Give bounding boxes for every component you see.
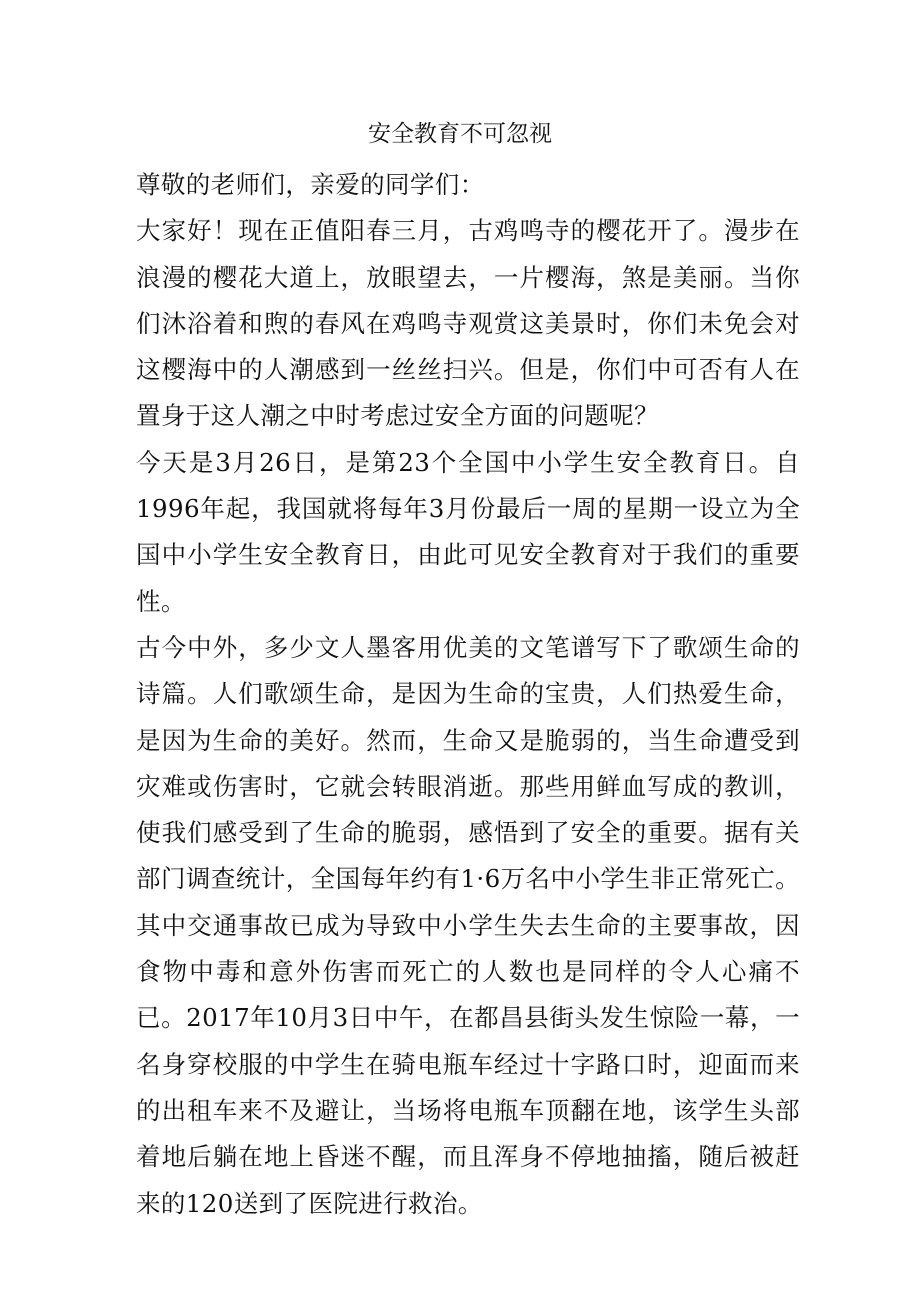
document-title: 安全教育不可忽视 xyxy=(368,121,552,147)
salutation: 尊敬的老师们，亲爱的同学们： xyxy=(136,170,485,199)
document-body xyxy=(136,162,800,1227)
paragraph-2: 今天是3月26日，是第23个全国中小学生安全教育日。自1996年起，我国就将每年3月份最后一周的星期一设立为全国中小学生安全教育日，由此可见安全教育对于我们的重要性。 xyxy=(136,447,800,616)
paragraph-1: 大家好！现在正值阳春三月，古鸡鸣寺的樱花开了。漫步在浪漫的樱花大道上，放眼望去，一片樱海，煞是美丽。当你们沐浴着和煦的春风在鸡鸣寺观赏这美景时，你们未免会对这樱海中的人潮感到一丝丝扫兴。但是，你们中可否有人在置身于这人潮之中时考虑过安全方面的问题呢？ xyxy=(136,216,800,431)
paragraph-3: 古今中外，多少文人墨客用优美的文笔谱写下了歌颂生命的诗篇。人们歌颂生命，是因为生命的宝贵，人们热爱生命，是因为生命的美好。然而，生命又是脆弱的，当生命遭受到灾难或伤害时，它就会转眼消逝。那些用鲜血写成的教训，使我们感受到了生命的脆弱，感悟到了安全的重要。据有关部门调查统计，全国每年约有1·6万名中小学生非正常死亡。其中交通事故已成为导致中小学生失去生命的主要事故，因食物中毒和意外伤害而死亡的人数也是同样的令人心痛不已。2017年10月3日中午，在都昌县街头发生惊险一幕，一名身穿校服的中学生在骑电瓶车经过十字路口时，迎面而来的出租车来不及避让，当场将电瓶车顶翻在地，该学生头部着地后躺在地上昏迷不醒，而且浑身不停地抽搐，随后被赶来的120送到了医院进行救治。 xyxy=(136,632,800,1218)
